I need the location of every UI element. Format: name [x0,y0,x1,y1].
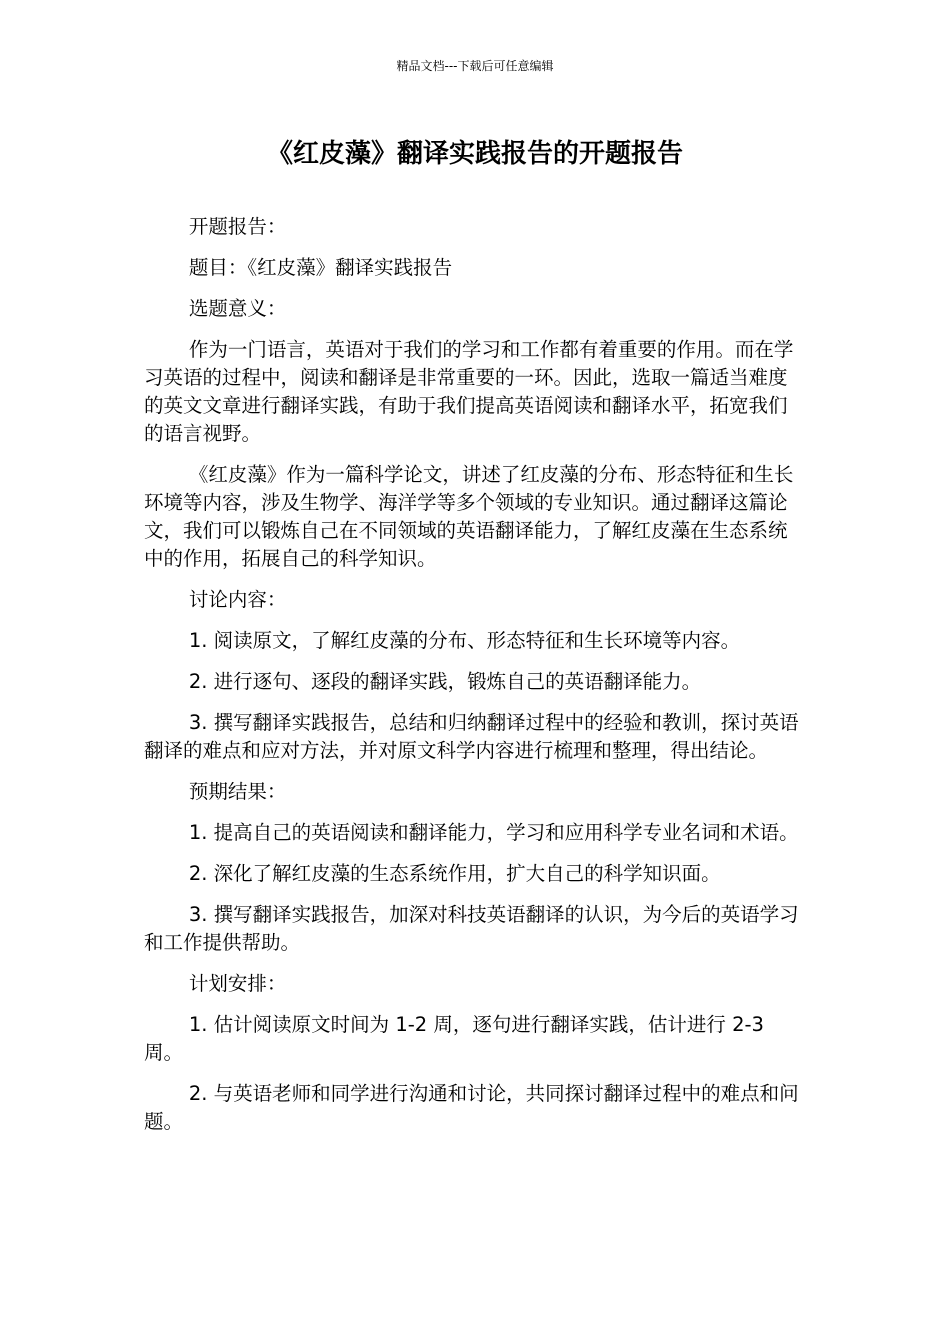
header-note: 精品文档---下载后可任意编辑 [396,59,554,73]
paragraph-heading-plan: 计划安排： [188,972,287,995]
paragraph-section-label: 开题报告： [188,215,287,238]
paragraph-heading-discussion: 讨论内容： [188,588,287,611]
paragraph-discussion-3: 3. 撰写翻译实践报告，总结和归纳翻译过程中的经验和教训，探讨英语翻译的难点和应对方法，并对原文科学内容进行梳理和整理，得出结论。 [144,711,799,762]
paragraph-significance-2: 《红皮藻》作为一篇科学论文，讲述了红皮藻的分布、形态特征和生长环境等内容，涉及生物学、海洋学等多个领域的专业知识。通过翻译这篇论文，我们可以锻炼自己在不同领域的英语翻译能力，了解红皮藻在生态系统中的作用，拓展自己的科学知识。 [144,463,794,570]
paragraph-topic: 题目：《红皮藻》翻译实践报告 [188,256,453,279]
paragraph-discussion-2: 2. 进行逐句、逐段的翻译实践，锻炼自己的英语翻译能力。 [188,670,702,693]
paragraph-plan-1: 1. 估计阅读原文时间为 1-2 周，逐句进行翻译实践，估计进行 2-3 周。 [144,1013,764,1064]
paragraph-results-3: 3. 撰写翻译实践报告，加深对科技英语翻译的认识，为今后的英语学习和工作提供帮助。 [144,903,799,954]
document-title: 《红皮藻》翻译实践报告的开题报告 [266,139,683,169]
paragraph-heading-results: 预期结果： [188,780,287,803]
paragraph-significance-1: 作为一门语言，英语对于我们的学习和工作都有着重要的作用。而在学习英语的过程中，阅读和翻译是非常重要的一环。因此，选取一篇适当难度的英文文章进行翻译实践，有助于我们提高英语阅读和翻译水平，拓宽我们的语言视野。 [144,338,794,445]
paragraph-heading-significance: 选题意义： [188,297,287,320]
paragraph-plan-2: 2. 与英语老师和同学进行沟通和讨论，共同探讨翻译过程中的难点和问题。 [144,1082,799,1133]
paragraph-results-1: 1. 提高自己的英语阅读和翻译能力，学习和应用科学专业名词和术语。 [188,821,799,844]
document-body [144,213,800,1149]
paragraph-discussion-1: 1. 阅读原文，了解红皮藻的分布、形态特征和生长环境等内容。 [188,629,741,652]
paragraph-results-2: 2. 深化了解红皮藻的生态系统作用，扩大自己的科学知识面。 [188,862,721,885]
